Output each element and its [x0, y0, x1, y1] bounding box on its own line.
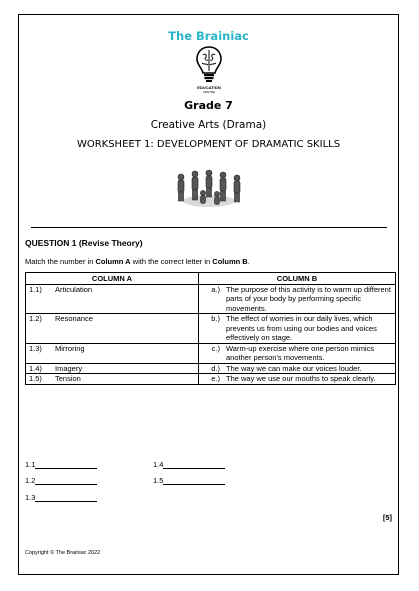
section-divider: [31, 227, 387, 228]
answer-line-1-5[interactable]: 1.5: [153, 476, 225, 485]
drama-group-illustration-icon: [167, 165, 251, 213]
row-definition: The way we can make our voices louder.: [223, 363, 396, 374]
row-number: 1.1): [26, 284, 53, 314]
answer-blank[interactable]: [35, 493, 97, 502]
logo-subtext: CENTRE: [202, 90, 216, 94]
copyright-footer: Copyright © The Brainiac 2022: [25, 550, 101, 556]
table-row: [26, 343, 396, 363]
table-header-row: [26, 273, 396, 285]
table-row: [26, 374, 396, 385]
brand-title: The Brainiac: [168, 29, 249, 43]
row-number: 1.2): [26, 314, 53, 344]
subject-title: Creative Arts (Drama): [150, 119, 267, 131]
answer-line-1-1[interactable]: 1.1: [25, 460, 97, 469]
answer-blank[interactable]: [163, 460, 225, 469]
question-instruction: Match the number in Column A with the correct letter in Column B.: [25, 257, 250, 266]
marks-total: [5]: [382, 513, 392, 522]
row-term: Mirroring: [52, 343, 199, 363]
row-letter: e.): [199, 374, 224, 385]
table-row: [26, 363, 396, 374]
row-term: Resonance: [52, 314, 199, 344]
grade-title: Grade 7: [184, 99, 233, 112]
row-letter: b.): [199, 314, 224, 344]
row-number: 1.4): [26, 363, 53, 374]
answer-line-1-2[interactable]: 1.2: [25, 476, 97, 485]
logo-text: EDUCATION: [197, 85, 221, 90]
brain-bulb-logo-icon: [194, 44, 224, 84]
row-number: 1.3): [26, 343, 53, 363]
row-definition: Warm-up exercise where one person mimics another person's movements.: [223, 343, 396, 363]
answer-blank[interactable]: [35, 460, 97, 469]
row-term: Articulation: [52, 284, 199, 314]
question-title: QUESTION 1 (Revise Theory): [25, 238, 143, 248]
column-b-header: COLUMN B: [199, 273, 396, 285]
row-letter: d.): [199, 363, 224, 374]
answer-line-1-4[interactable]: 1.4: [153, 460, 225, 469]
answer-blank[interactable]: [35, 476, 97, 485]
row-letter: c.): [199, 343, 224, 363]
row-letter: a.): [199, 284, 224, 314]
worksheet-title: WORKSHEET 1: DEVELOPMENT OF DRAMATIC SKILLS: [76, 139, 341, 150]
row-term: Imagery: [52, 363, 199, 374]
worksheet-page: [18, 14, 399, 575]
column-a-header: COLUMN A: [26, 273, 199, 285]
row-term: Tension: [52, 374, 199, 385]
column-b-ref: Column B: [212, 257, 248, 266]
table-row: [26, 314, 396, 344]
table-row: [26, 284, 396, 314]
row-definition: The effect of worries in our daily lives, which prevents us from using our bodies and voices effectively on stage.: [223, 314, 396, 344]
matching-table: [25, 272, 396, 385]
row-definition: The purpose of this activity is to warm up different parts of your body by performing specific movements.: [223, 284, 396, 314]
answer-line-1-3[interactable]: 1.3: [25, 493, 97, 502]
answer-blank[interactable]: [163, 476, 225, 485]
row-number: 1.5): [26, 374, 53, 385]
row-definition: The way we use our mouths to speak clearly.: [223, 374, 396, 385]
column-a-ref: Column A: [95, 257, 131, 266]
